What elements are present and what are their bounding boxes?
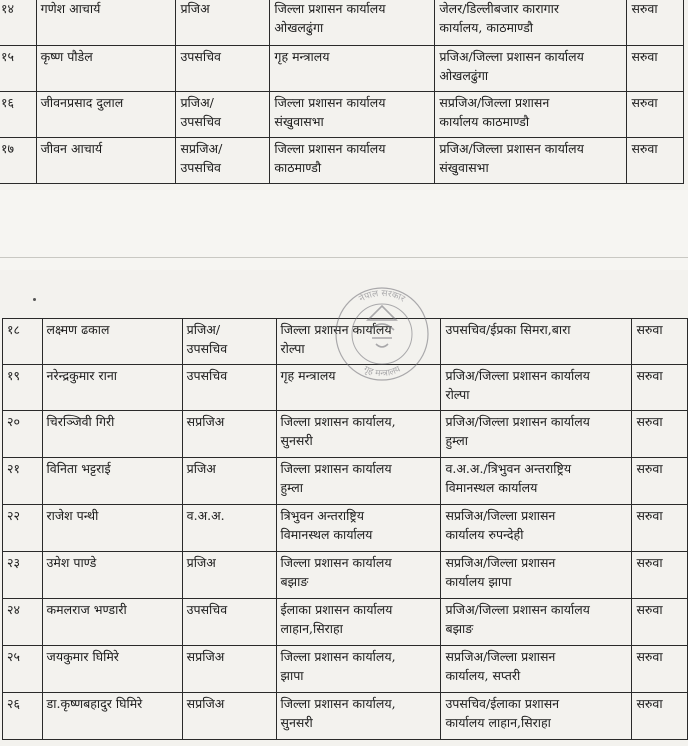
serial-number (3, 458, 43, 505)
employee-post-line: उपसचिव (180, 49, 221, 64)
transferred-to (441, 599, 632, 646)
employee-name-line: राजेश पन्थी (46, 508, 99, 523)
transferred-to-line: प्रजिअ/जिल्ला प्रशासन कार्यालय (439, 49, 584, 64)
current-office-line: जिल्ला प्रशासन कार्यालय (274, 141, 386, 156)
serial-number (3, 411, 43, 458)
current-office-line: जिल्ला प्रशासन कार्यालय, (280, 649, 396, 664)
current-office (270, 46, 435, 92)
employee-name-line: विनिता भट्टराई (46, 461, 111, 476)
employee-post (182, 646, 276, 693)
employee-name (42, 365, 182, 411)
serial-number (0, 92, 36, 138)
transferred-to-line: संखुवासभा (439, 160, 489, 175)
action-line: सरुवा (636, 649, 663, 664)
serial-number-line: २२ (7, 508, 21, 523)
transferred-to-line: सप्रजिअ/जिल्ला प्रशासन (445, 508, 556, 523)
transferred-to-line: सप्रजिअ/जिल्ला प्रशासन (445, 649, 556, 664)
table-row (3, 319, 688, 365)
transfer-table-bottom (2, 318, 688, 740)
serial-number (3, 505, 43, 552)
serial-number (3, 599, 43, 646)
employee-name-line: लक्ष्मण ढकाल (46, 322, 110, 337)
transferred-to (441, 319, 632, 365)
action (632, 599, 688, 646)
employee-name (42, 552, 182, 599)
employee-post-line: उपसचिव (186, 341, 228, 356)
action (632, 411, 688, 458)
serial-number-line: २५ (7, 649, 21, 664)
employee-post (182, 458, 276, 505)
employee-post (182, 319, 276, 365)
current-office-line: गृह मन्त्रालय (274, 49, 330, 64)
transferred-to-line: रोल्पा (445, 387, 470, 402)
transferred-to (441, 458, 632, 505)
transferred-to-line: सप्रजिअ/जिल्ला प्रशासन (445, 555, 556, 570)
transferred-to-line: प्रजिअ/जिल्ला प्रशासन कार्यालय (439, 141, 584, 156)
current-office-line: ओखलढुंगा (274, 20, 324, 35)
action (632, 458, 688, 505)
transferred-to-line: प्रजिअ/जिल्ला प्रशासन कार्यालय (445, 368, 590, 383)
transferred-to-line: उपसचिव/ईलाका प्रशासन (445, 696, 560, 711)
serial-number-line: १९ (7, 368, 21, 383)
serial-number (3, 646, 43, 693)
current-office (276, 646, 441, 693)
table-row (3, 646, 688, 693)
table-row (3, 411, 688, 458)
table-row (0, 92, 684, 138)
transferred-to-line: विमानस्थल कार्यालय (445, 480, 538, 495)
employee-name (42, 411, 182, 458)
employee-post (176, 138, 270, 184)
serial-number (0, 0, 36, 46)
serial-number-line: २४ (7, 602, 21, 617)
current-office-line: गृह मन्त्रालय (280, 368, 336, 383)
action (632, 505, 688, 552)
current-office-line: जिल्ला प्रशासन कार्यालय (280, 555, 392, 570)
transferred-to (435, 46, 627, 92)
current-office-line: ईलाका प्रशासन कार्यालय (280, 602, 393, 617)
action-line: सरुवा (631, 95, 658, 110)
employee-post-line: उपसचिव (186, 368, 228, 383)
serial-number-line: २० (7, 414, 21, 429)
transferred-to (441, 552, 632, 599)
employee-name-line: कृष्ण पौडेल (40, 49, 93, 64)
table-row (0, 138, 684, 184)
employee-post-line: प्रजिअ (186, 461, 216, 476)
serial-number-line: २१ (7, 461, 21, 476)
employee-name (42, 505, 182, 552)
employee-name-line: कमलराज भण्डारी (46, 602, 127, 617)
employee-post-line: सप्रजिअ (186, 414, 225, 429)
current-office-line: बझाङ (280, 574, 309, 589)
transferred-to-line: उपसचिव/ईप्रका सिमरा,बारा (445, 322, 571, 337)
employee-name-line: जयकुमार घिमिरे (46, 649, 119, 664)
current-office-line: विमानस्थल कार्यालय (280, 527, 373, 542)
stray-mark (33, 298, 36, 301)
current-office (276, 552, 441, 599)
employee-name (42, 319, 182, 365)
current-office-line: काठमाण्डौ (274, 160, 322, 175)
current-office-line: जिल्ला प्रशासन कार्यालय, (280, 414, 396, 429)
serial-number-line: १६ (1, 95, 15, 110)
serial-number-line: २६ (7, 696, 21, 711)
current-office-line: जिल्ला प्रशासन कार्यालय (280, 322, 392, 337)
action-line: सरुवा (636, 555, 663, 570)
current-office-line: सुनसरी (280, 433, 313, 448)
current-office-line: झापा (280, 668, 304, 683)
employee-post (182, 693, 276, 740)
action-line: सरुवा (636, 368, 663, 383)
current-office (270, 138, 435, 184)
current-office (276, 599, 441, 646)
serial-number (3, 319, 43, 365)
employee-name (42, 599, 182, 646)
transferred-to-line: ओखलढुंगा (439, 68, 489, 83)
serial-number (0, 46, 36, 92)
action-line: सरुवा (631, 1, 658, 16)
serial-number (3, 693, 43, 740)
employee-post-line: प्रजिअ (186, 555, 216, 570)
action (632, 693, 688, 740)
employee-name (42, 458, 182, 505)
seal-text-top: नेपाल सरकार (357, 288, 407, 305)
transferred-to-line: कार्यालय, काठमाण्डौ (439, 20, 534, 35)
current-office (270, 92, 435, 138)
transferred-to-line: हुम्ला (445, 433, 468, 448)
table-row (0, 0, 684, 46)
employee-post-line: प्रजिअ/ (186, 322, 221, 337)
employee-post (182, 365, 276, 411)
transferred-to (441, 505, 632, 552)
action (627, 46, 684, 92)
transferred-to (435, 0, 627, 46)
page-edge (0, 257, 688, 258)
employee-name-line: डा.कृष्णबहादुर घिमिरे (46, 696, 143, 711)
serial-number-line: १८ (7, 322, 21, 337)
transferred-to (435, 138, 627, 184)
current-office-line: जिल्ला प्रशासन कार्यालय (274, 1, 386, 16)
employee-post-line: उपसचिव (180, 114, 221, 129)
action-line: सरुवा (636, 602, 663, 617)
employee-name (36, 92, 176, 138)
table-row (3, 599, 688, 646)
action (632, 552, 688, 599)
employee-name-line: उमेश पाण्डे (46, 555, 97, 570)
serial-number-line: १५ (1, 49, 15, 64)
current-office-line: लाहान,सिराहा (280, 621, 343, 636)
action (627, 92, 684, 138)
serial-number-line: २३ (7, 555, 21, 570)
employee-name (36, 138, 176, 184)
employee-post (182, 505, 276, 552)
page-gap (0, 190, 688, 270)
employee-post (176, 0, 270, 46)
employee-post-line: सप्रजिअ (186, 649, 225, 664)
employee-post-line: प्रजिअ (180, 1, 210, 16)
transferred-to-line: प्रजिअ/जिल्ला प्रशासन कार्यालय (445, 602, 590, 617)
action (627, 138, 684, 184)
action-line: सरुवा (636, 461, 663, 476)
svg-text:नेपाल सरकार (357, 289, 407, 305)
current-office (276, 693, 441, 740)
employee-name (36, 0, 176, 46)
transferred-to-line: सप्रजिअ/जिल्ला प्रशासन (439, 95, 550, 110)
transferred-to-line: कार्यालय लाहान,सिराहा (445, 715, 551, 730)
action-line: सरुवा (636, 414, 663, 429)
employee-post-line: व.अ.अ. (186, 508, 225, 523)
table-row (3, 458, 688, 505)
action-line: सरुवा (636, 696, 663, 711)
table-row (3, 552, 688, 599)
employee-post (182, 552, 276, 599)
current-office-line: संखुवासभा (274, 114, 324, 129)
transferred-to-line: कार्यालय झापा (445, 574, 512, 589)
current-office-line: सुनसरी (280, 715, 313, 730)
serial-number (3, 552, 43, 599)
transferred-to-line: बझाङ (445, 621, 474, 636)
employee-name (42, 693, 182, 740)
current-office (270, 0, 435, 46)
current-office (276, 411, 441, 458)
current-office (276, 505, 441, 552)
transferred-to-line: कार्यालय काठमाण्डौ (439, 114, 530, 129)
transferred-to-line: जेलर/डिल्लीबजार कारागार (439, 1, 560, 16)
action (632, 646, 688, 693)
transferred-to (441, 365, 632, 411)
transferred-to (441, 411, 632, 458)
serial-number (0, 138, 36, 184)
employee-name-line: जीवनप्रसाद दुलाल (40, 95, 124, 110)
employee-post-line: सप्रजिअ (186, 696, 225, 711)
serial-number (3, 365, 43, 411)
employee-post-line: उपसचिव (186, 602, 228, 617)
action-line: सरुवा (636, 322, 663, 337)
employee-name-line: गणेश आचार्य (40, 1, 101, 16)
action (627, 0, 684, 46)
action-line: सरुवा (631, 141, 658, 156)
current-office-line: जिल्ला प्रशासन कार्यालय (280, 461, 392, 476)
employee-name-line: जीवन आचार्य (40, 141, 103, 156)
action-line: सरुवा (636, 508, 663, 523)
employee-post (182, 599, 276, 646)
current-office-line: त्रिभुवन अन्तराष्ट्रिय (280, 508, 364, 523)
current-office (276, 365, 441, 411)
current-office-line: हुम्ला (280, 480, 303, 495)
action-line: सरुवा (631, 49, 658, 64)
employee-post (182, 411, 276, 458)
employee-post-line: सप्रजिअ/ (180, 141, 223, 156)
transferred-to-line: कार्यालय रुपन्देही (445, 527, 524, 542)
action (632, 319, 688, 365)
transferred-to (441, 646, 632, 693)
table-row (3, 505, 688, 552)
transferred-to-line: प्रजिअ/जिल्ला प्रशासन कार्यालय (445, 414, 590, 429)
transferred-to (435, 92, 627, 138)
action (632, 365, 688, 411)
transferred-to (441, 693, 632, 740)
current-office (276, 458, 441, 505)
transferred-to-line: कार्यालय, सप्तरी (445, 668, 521, 683)
current-office-line: जिल्ला प्रशासन कार्यालय (274, 95, 386, 110)
employee-post (176, 46, 270, 92)
serial-number-line: १४ (1, 1, 15, 16)
transferred-to-line: व.अ.अ./त्रिभुवन अन्तराष्ट्रिय (445, 461, 572, 476)
employee-name (36, 46, 176, 92)
employee-post-line: प्रजिअ/ (180, 95, 214, 110)
serial-number-line: १७ (1, 141, 15, 156)
employee-post (176, 92, 270, 138)
transfer-table-top (0, 0, 684, 184)
employee-name-line: चिरञ्जिवी गिरी (46, 414, 115, 429)
table-row (0, 46, 684, 92)
table-row (3, 365, 688, 411)
employee-post-line: उपसचिव (180, 160, 221, 175)
employee-name (42, 646, 182, 693)
seal-text-bottom: गृह मन्त्रालय (361, 364, 403, 380)
current-office (276, 319, 441, 365)
table-row (3, 693, 688, 740)
current-office-line: रोल्पा (280, 341, 305, 356)
current-office-line: जिल्ला प्रशासन कार्यालय, (280, 696, 396, 711)
employee-name-line: नरेन्द्रकुमार राना (46, 368, 118, 383)
